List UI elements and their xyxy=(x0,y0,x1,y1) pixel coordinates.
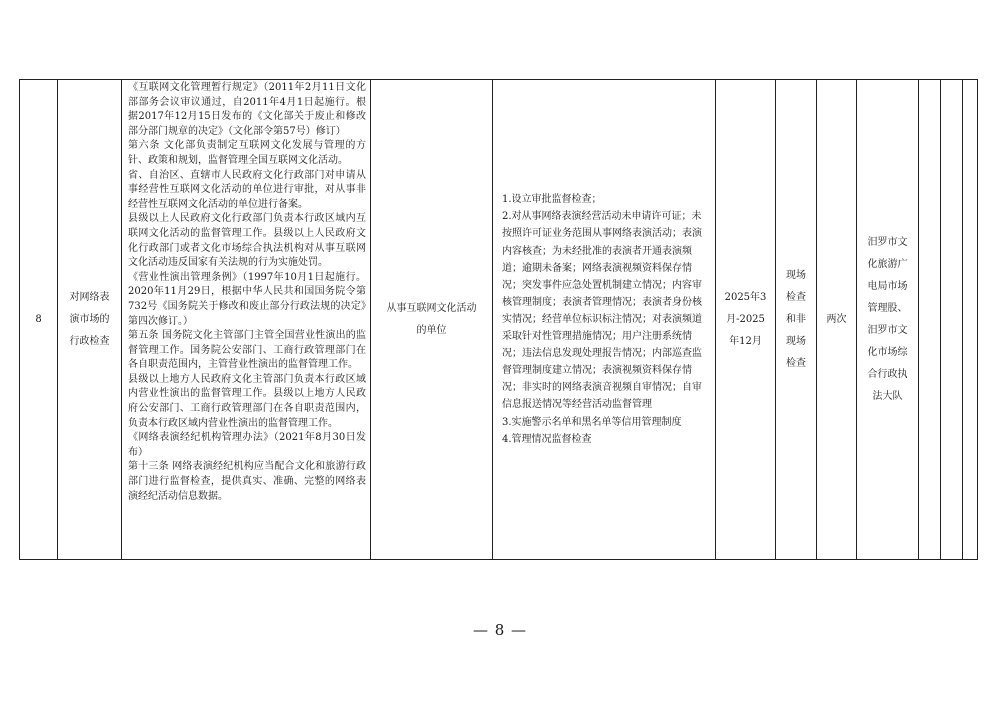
content-paragraph: 2.对从事网络表演经营活动未申请许可证；未按照许可证业务范围从事网络表演活动；表演内容核查；为未经批准的表演者开通表演频道；逾期未备案；网络表演视频资料保存情况；突发事件应急处置机制建立情况；内容审核管理制度；表演者管理情况；表演者身份核实情况；经营单位标识标注情况；对表演频道采取针对性管理措施情况；用户注册系统情况；违法信息发现处理报告情况；内部巡查监督管理制度建立情况；表演视频资料保存情况；非实时的网络表演音视频自审情况；自审信息报送情况等经营活动监督管理 xyxy=(502,211,702,411)
inspection-table xyxy=(19,79,978,560)
basis-paragraph: 《互联网文化管理暂行规定》（2011年2月11日文化部部务会议审议通过，自2011年4月1日起施行。根据2017年12月15日发布的《文化部关于废止和修改部分部门规章的决定》（文化部令第57号）修订） xyxy=(128,82,366,137)
inspection-item-cell: 对网络表演市场的行政检查 xyxy=(58,80,122,560)
basis-paragraph: 第五条 国务院文化主管部门主管全国营业性演出的监督管理工作。国务院公安部门、工商行政管理部门在各自职责范围内，主管营业性演出的监督管理工作。 xyxy=(128,330,366,371)
basis-paragraph: 省、自治区、直辖市人民政府文化行政部门对申请从事经营性互联网文化活动的单位进行审批，对从事非经营性互联网文化活动的单位进行备案。 xyxy=(128,169,366,210)
responsible-department-cell: 汨罗市文化旅游广电局市场管理股、汨罗市文化市场综合行政执法大队 xyxy=(857,80,919,560)
page-number: — 8 — xyxy=(472,621,528,639)
basis-paragraph: 《网络表演经纪机构管理办法》（2021年8月30日发布） xyxy=(128,432,366,458)
inspection-frequency-cell: 两次 xyxy=(817,80,857,560)
content-paragraph: 3.实施警示名单和黑名单等信用管理制度 xyxy=(502,416,682,428)
basis-paragraph: 县级以上地方人民政府文化主管部门负责本行政区域内营业性演出的监督管理工作。县级以上地方人民政府公安部门、工商行政管理部门在各自职责范围内，负责本行政区域内营业性演出的监督管理工作。 xyxy=(128,373,366,429)
basis-paragraph: 县级以上人民政府文化行政部门负责本行政区域内互联网文化活动的监督管理工作。县级以上人民政府文化行政部门或者文化市场综合执法机构对从事互联网文化活动违反国家有关法规的行为实施处罚。 xyxy=(128,213,366,269)
basis-paragraph: 《营业性演出管理条例》（1997年10月1日起施行。2020年11月29日，根据中华人民共和国国务院令第732号《国务院关于修改和废止部分行政法规的决定》第四次修订。） xyxy=(128,271,366,327)
legal-basis-cell xyxy=(122,80,371,560)
empty-cell xyxy=(919,80,941,560)
content-paragraph: 4.管理情况监督检查 xyxy=(502,433,592,445)
inspection-method-cell: 现场检查和非现场检查 xyxy=(776,80,817,560)
table-row xyxy=(20,80,978,560)
inspection-object-cell: 从事互联网文化活动的单位 xyxy=(371,80,493,560)
row-number-cell: 8 xyxy=(20,80,58,560)
basis-paragraph: 第六条 文化部负责制定互联网文化发展与管理的方针、政策和规划，监督管理全国互联网文化活动。 xyxy=(128,140,366,166)
basis-paragraph: 第十三条 网络表演经纪机构应当配合文化和旅游行政部门进行监督检查，提供真实、准确、完整的网络表演经纪活动信息数据。 xyxy=(128,461,366,502)
inspection-period-cell: 2025年3月-2025年12月 xyxy=(716,80,776,560)
content-paragraph: 1.设立审批监督检查； xyxy=(502,194,602,206)
empty-cell xyxy=(941,80,963,560)
empty-cell xyxy=(963,80,978,560)
inspection-content-cell xyxy=(493,80,716,560)
